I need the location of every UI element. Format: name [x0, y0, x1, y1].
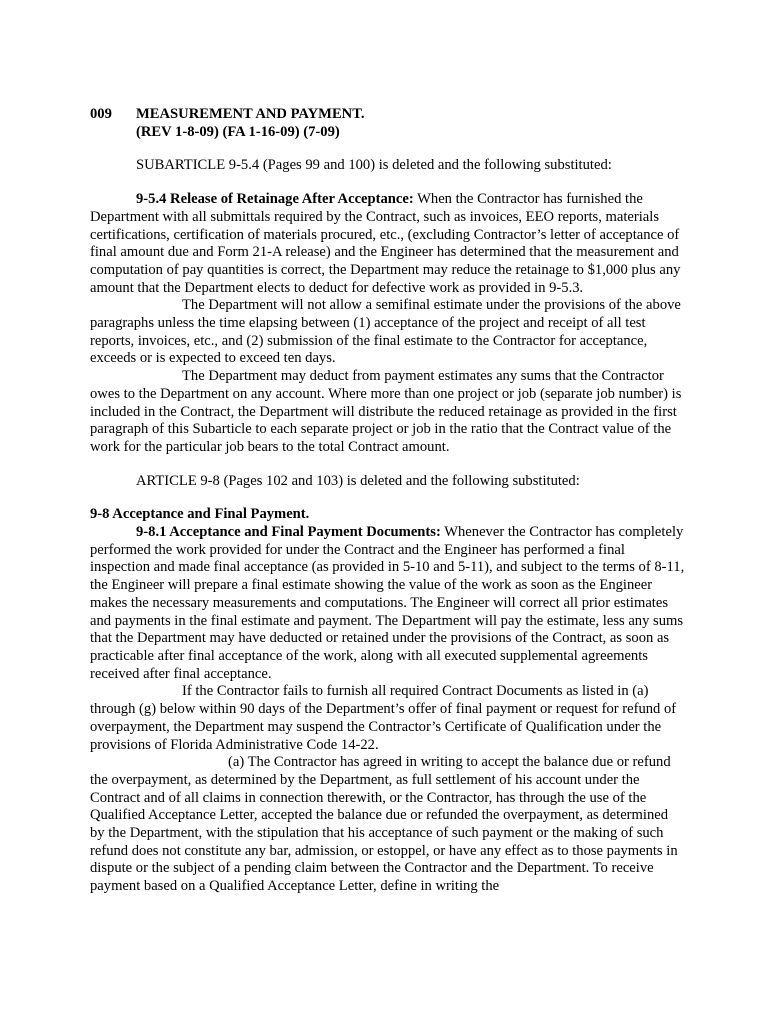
- subarticle-981-paragraph-1: [90, 524, 686, 683]
- section-title: MEASUREMENT AND PAYMENT.: [136, 106, 365, 122]
- revision-line: (REV 1-8-09) (FA 1-16-09) (7-09): [136, 123, 340, 140]
- subarticle-954-paragraph-1: [90, 191, 686, 297]
- subarticle-981-item-a: (a) The Contractor has agreed in writing to accept the balance due or refund the overpayment, as determined by the Department, as full settlement of his account under the Contract and of all claims in connection therewith, or the Contractor, has through the use of the Qualified Acceptance Letter, accepted the balance due or refunded the overpayment, as determined by the Department, with the stipulation that his acceptance of such payment or the making of such refund does not constitute any bar, admission, or estoppel, or have any effect as to those payments in dispute or the subject of a pending claim between the Contractor and the Department. To receive payment based on a Qualified Acceptance Letter, define in writing the: [90, 754, 678, 895]
- section-header: [90, 106, 686, 141]
- subarticle-954-paragraph-2: The Department will not allow a semifinal estimate under the provisions of the above paragraphs unless the time elapsing between (1) acceptance of the project and receipt of all test reports, invoices, etc., and (2) submission of the final estimate to the Contractor for acceptance, exceeds or is expected to exceed ten days.: [90, 297, 681, 367]
- subarticle-954-paragraph-3: The Department may deduct from payment estimates any sums that the Contractor owes to the Department on any account. Where more than one project or job (separate job number) is included in the Contract, the Department will distribute the reduced retainage as provided in the first paragraph of this Subarticle to each separate project or job in the ratio that the Contract value of the work for the particular job bears to the total Contract amount.: [90, 368, 682, 455]
- article-98-intro: ARTICLE 9-8 (Pages 102 and 103) is deleted and the following substituted:: [136, 472, 580, 489]
- subarticle-intro: SUBARTICLE 9-5.4 (Pages 99 and 100) is deleted and the following substituted:: [136, 157, 612, 174]
- section-number: 009: [90, 106, 112, 122]
- subarticle-981-heading: 9-8.1 Acceptance and Final Payment Documents:: [136, 524, 441, 541]
- document-page: [90, 106, 686, 896]
- subarticle-981-paragraph-2: If the Contractor fails to furnish all required Contract Documents as listed in (a) through (g) below within 90 days of the Department’s offer of final payment or request for refund of overpayment, the Department may suspend the Contractor’s Certificate of Qualification under the provisions of Florida Administrative Code 14-22.: [90, 683, 677, 753]
- article-98-heading: 9-8 Acceptance and Final Payment.: [90, 506, 310, 523]
- subarticle-954-heading: 9-5.4 Release of Retainage After Acceptance:: [136, 191, 414, 208]
- subarticle-954-text-1: When the Contractor has furnished the Department with all submittals required by the Contract, such as invoices, EEO reports, materials certifications, certification of materials procured, etc., (excluding Contractor’s letter of acceptance of final amount due and Form 21-A release) and the Engineer has determined that the measurement and computation of pay quantities is correct, the Department may reduce the retainage to $1,000 plus any amount that the Department elects to deduct for defective work as provided in 9-5.3.: [90, 191, 681, 296]
- subarticle-981-text-1: Whenever the Contractor has completely performed the work provided for under the Contract and the Engineer has performed a final inspection and made final acceptance (as provided in 5-10 and 5-11), and subject to the terms of 8-11, the Engineer will prepare a final estimate showing the value of the work as soon as the Engineer makes the necessary measurements and computations. The Engineer will correct all prior estimates and payments in the final estimate and payment. The Department will pay the estimate, less any sums that the Department may have deducted or retained under the provisions of the Contract, as soon as practicable after final acceptance of the work, along with all executed supplemental agreements received after final acceptance.: [90, 524, 685, 682]
- section-title-line: [90, 106, 686, 124]
